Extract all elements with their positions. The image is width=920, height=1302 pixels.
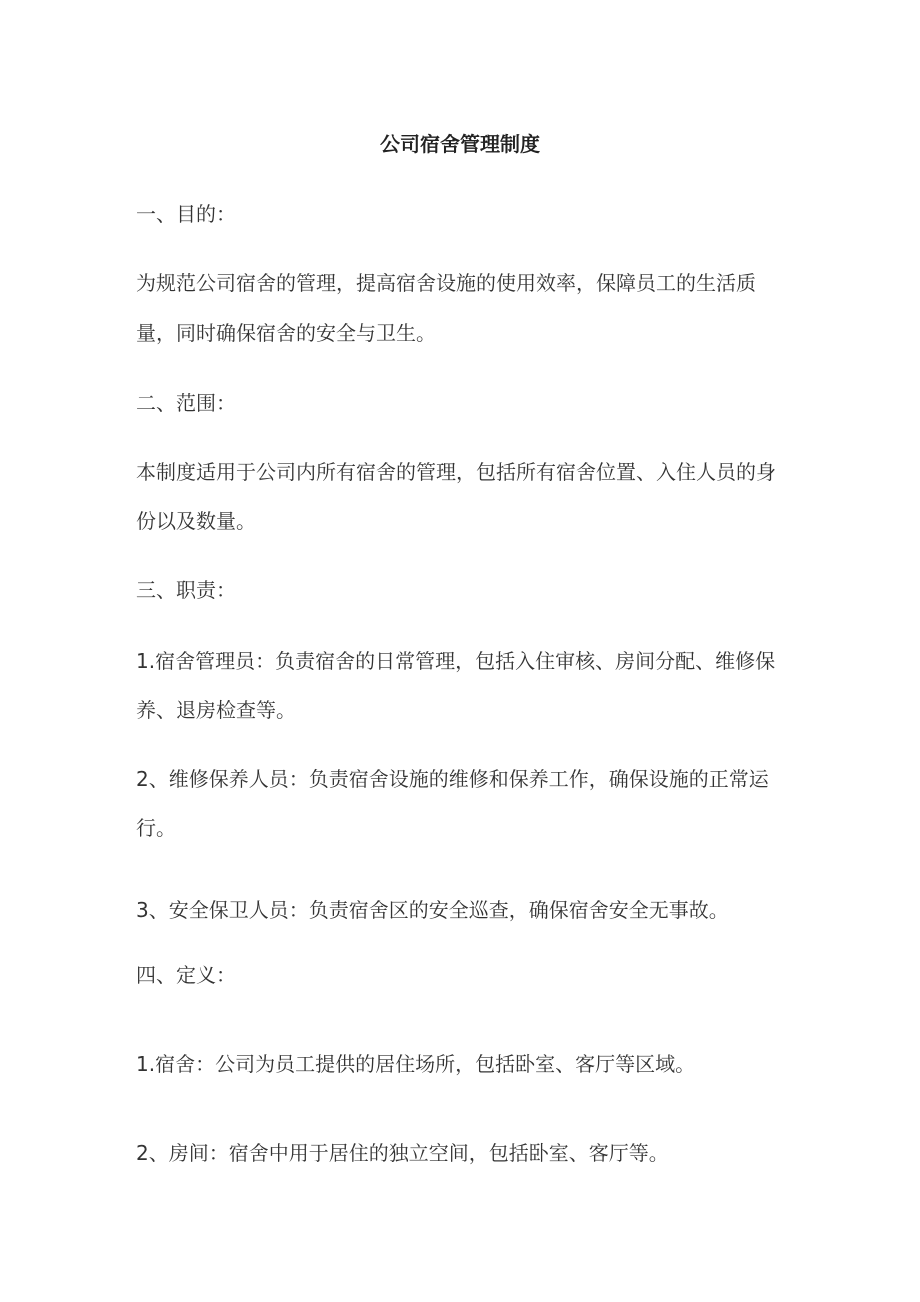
paragraph-line: 行。 bbox=[136, 816, 176, 840]
section-heading-definitions: 四、定义： bbox=[136, 963, 236, 987]
paragraph-line: 养、退房检查等。 bbox=[136, 698, 296, 722]
section-heading-duties: 三、职责： bbox=[136, 578, 236, 602]
paragraph-line: 3、安全保卫人员：负责宿舍区的安全巡查，确保宿舍安全无事故。 bbox=[136, 898, 729, 922]
paragraph-line: 为规范公司宿舍的管理，提高宿舍设施的使用效率，保障员工的生活质 bbox=[136, 271, 756, 295]
paragraph-line: 2、维修保养人员：负责宿舍设施的维修和保养工作，确保设施的正常运 bbox=[136, 767, 769, 791]
paragraph-line: 1.宿舍：公司为员工提供的居住场所，包括卧室、客厅等区域。 bbox=[136, 1052, 696, 1076]
paragraph-line: 2、房间：宿舍中用于居住的独立空间，包括卧室、客厅等。 bbox=[136, 1141, 669, 1165]
paragraph-line: 量，同时确保宿舍的安全与卫生。 bbox=[136, 321, 436, 345]
paragraph-line: 份以及数量。 bbox=[136, 509, 256, 533]
paragraph-line: 1.宿舍管理员：负责宿舍的日常管理，包括入住审核、房间分配、维修保 bbox=[136, 649, 776, 673]
document-title: 公司宿舍管理制度 bbox=[380, 132, 540, 156]
paragraph-line: 本制度适用于公司内所有宿舍的管理，包括所有宿舍位置、入住人员的身 bbox=[136, 460, 776, 484]
section-heading-purpose: 一、目的： bbox=[136, 202, 236, 226]
section-heading-scope: 二、范围： bbox=[136, 391, 236, 415]
